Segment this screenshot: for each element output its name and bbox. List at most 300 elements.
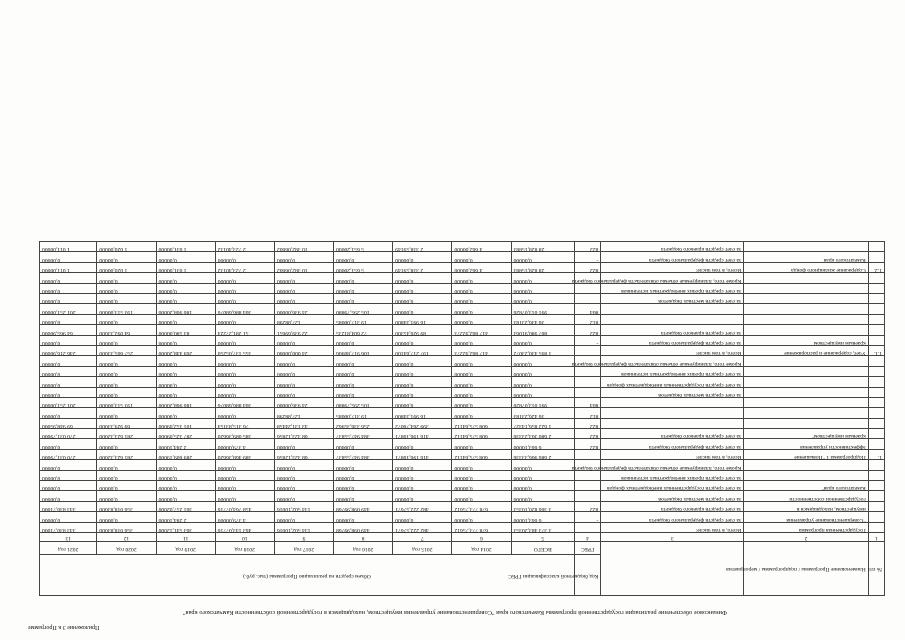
row-value: 4 662,00000 — [452, 262, 511, 272]
table-row — [40, 481, 885, 491]
row-value: 608 575,64112 — [452, 418, 511, 428]
row-source: Кроме того, планируемые объемы обязательств федерального бюджета — [601, 356, 744, 366]
row-value: 4 379,00000 — [215, 512, 274, 522]
row-number — [868, 335, 884, 345]
row-source: за счет средств федерального бюджета — [601, 252, 744, 262]
row-value: 127,88298 — [274, 408, 333, 418]
row-value: 0,00000 — [156, 366, 215, 376]
row-kbk — [574, 283, 601, 293]
subheader-cell: ВСЕГО — [511, 542, 574, 555]
row-number — [868, 429, 884, 439]
row-value: 3 366 820,10353 — [511, 501, 574, 511]
row-value: 0,00000 — [97, 387, 156, 397]
row-value: 0,00000 — [97, 512, 156, 522]
col-volume-header: Объем средств на реализацию Программы (тыс. руб.) — [40, 555, 575, 596]
row-value: 0,00000 — [334, 335, 393, 345]
row-name — [744, 377, 868, 387]
row-source — [601, 314, 744, 324]
row-value: 0,00000 — [156, 481, 215, 491]
row-value: 0,00000 — [393, 377, 452, 387]
row-value: 0,00000 — [156, 356, 215, 366]
table-row — [40, 356, 885, 366]
row-value: 304 886,68076 — [215, 397, 274, 407]
row-value: 0,00000 — [215, 252, 274, 262]
row-name: краевым имуществом" — [744, 429, 868, 439]
row-value: 0,00000 — [511, 470, 574, 480]
row-value: 6 663,10000 — [511, 439, 574, 449]
row-value: 0,00000 — [452, 335, 511, 345]
row-value: 0,00000 — [215, 335, 274, 345]
row-value: 24 936,00000 — [274, 397, 333, 407]
row-value: 193 513,00000 — [97, 304, 156, 314]
row-value: 449 098,99768 — [334, 501, 393, 511]
row-value: 0,00000 — [334, 377, 393, 387]
row-value: 356 018,83000 — [97, 522, 156, 532]
table-row — [40, 397, 885, 407]
row-name: государственной собственности — [744, 491, 868, 501]
row-value: 24 000,00000 — [274, 345, 333, 355]
row-kbk: 804 — [574, 304, 601, 314]
table-row — [40, 491, 885, 501]
row-value: 678 773,75612 — [452, 522, 511, 532]
row-source: за счет средств краевого бюджета — [601, 325, 744, 335]
row-value: 105 295,79880 — [334, 397, 393, 407]
row-value: 68 323,12856 — [274, 449, 333, 459]
subheader-cell: 2021 год — [40, 542, 97, 555]
row-value: 201 251,00000 — [40, 397, 97, 407]
row-source: за счет средств краевого бюджета — [601, 242, 744, 252]
index-cell: 13 — [40, 533, 97, 542]
row-value: 28 828,15883 — [511, 262, 574, 272]
row-value: 0,00000 — [274, 366, 333, 376]
row-source: за счет средств прочих внебюджетных источников — [601, 470, 744, 480]
row-value: 0,00000 — [40, 273, 97, 283]
subheader-cell: 2017 год — [274, 542, 333, 555]
row-value: 2 338,59149 — [393, 242, 452, 252]
row-value: 0,00000 — [511, 273, 574, 283]
row-source: за счет средств государственных внебюджетных фондов — [601, 481, 744, 491]
row-value: 385 089,36620 — [215, 429, 274, 439]
row-kbk — [574, 387, 601, 397]
row-value: 0,00000 — [274, 470, 333, 480]
row-value: 608 575,64112 — [452, 449, 511, 459]
row-number — [868, 491, 884, 501]
row-value: 2 338,59149 — [393, 262, 452, 272]
row-value: 0,00000 — [452, 470, 511, 480]
row-kbk — [574, 366, 601, 376]
row-value: 0,00000 — [452, 377, 511, 387]
row-name — [744, 304, 868, 314]
row-value: 2 680 303,23336 — [511, 429, 574, 439]
row-value: 0,00000 — [334, 491, 393, 501]
row-value: 0,00000 — [334, 252, 393, 262]
row-value: 134 502,10016 — [274, 522, 333, 532]
row-value: 1 011,00000 — [40, 242, 97, 252]
row-value: 134 502,10016 — [274, 501, 333, 511]
row-value: 0,00000 — [97, 460, 156, 470]
row-kbk: 812 — [574, 314, 601, 324]
row-number — [868, 522, 884, 532]
col-name-header: Наименование Программы / подпрограммы / мероприятия — [744, 542, 868, 596]
row-value: 16 991,34800 — [393, 314, 452, 324]
row-source: Всего, в том числе: — [601, 449, 744, 459]
row-name — [744, 387, 868, 397]
row-value: 0,00000 — [156, 335, 215, 345]
row-value: 0,00000 — [274, 491, 333, 501]
row-value: 0,00000 — [97, 491, 156, 501]
row-source: за счет средств краевого бюджета — [601, 501, 744, 511]
row-value: 458 764,07716 — [215, 501, 274, 511]
row-number — [868, 512, 884, 522]
row-value: 0,00000 — [215, 491, 274, 501]
row-value: 0,00000 — [156, 314, 215, 324]
row-value: 0,00000 — [215, 460, 274, 470]
row-value: 0,00000 — [511, 491, 574, 501]
row-value: 0,00000 — [40, 512, 97, 522]
row-value: 83 580,00000 — [156, 325, 215, 335]
row-value: 289 609,19000 — [156, 449, 215, 459]
row-value: 0,00000 — [452, 439, 511, 449]
row-kbk — [574, 294, 601, 304]
row-source: за счет средств федерального бюджета — [601, 335, 744, 345]
subheader-cell: ГРБС — [574, 542, 601, 555]
row-value: 463 143,07716 — [215, 522, 274, 532]
row-value: 0,00000 — [215, 283, 274, 293]
table-row — [40, 314, 885, 324]
row-value: 416 196,10871 — [393, 449, 452, 459]
row-value: 0,00000 — [215, 314, 274, 324]
row-kbk — [574, 470, 601, 480]
row-value: 193 513,00000 — [97, 397, 156, 407]
row-value: 201 251,00000 — [40, 304, 97, 314]
row-source: за счет средств прочих внебюджетных источников — [601, 283, 744, 293]
row-value: 0,00000 — [274, 283, 333, 293]
table-row — [40, 449, 885, 459]
row-value: 0,00000 — [393, 512, 452, 522]
index-row — [40, 533, 885, 542]
row-value: 2 686 966,33336 — [511, 449, 574, 459]
row-value: 24 936,00000 — [274, 304, 333, 314]
row-value: 106 917,80906 — [334, 345, 393, 355]
row-name: Камчатского края — [744, 252, 868, 262]
row-value: 5 651,20000 — [334, 242, 393, 252]
table-row — [40, 242, 885, 252]
row-name — [744, 283, 868, 293]
row-value: 0,00000 — [274, 252, 333, 262]
row-value: 0,00000 — [452, 397, 511, 407]
row-value: 482 222,57671 — [393, 501, 452, 511]
row-number — [868, 304, 884, 314]
row-value: 105 295,79880 — [334, 304, 393, 314]
row-value: 608 575,64112 — [452, 429, 511, 439]
row-value: 0,00000 — [393, 366, 452, 376]
row-value: 1 011,00000 — [40, 262, 97, 272]
row-kbk: - — [574, 335, 601, 345]
row-number — [868, 418, 884, 428]
index-cell: 9 — [274, 533, 333, 542]
row-name: Государственная программа — [744, 522, 868, 532]
row-value: 0,00000 — [215, 294, 274, 304]
row-value: 0,00000 — [215, 366, 274, 376]
row-value: 0,00000 — [40, 470, 97, 480]
row-value: 4 662,00000 — [452, 242, 511, 252]
row-value: 0,00000 — [452, 304, 511, 314]
row-value: 0,00000 — [40, 252, 97, 262]
row-kbk — [574, 491, 601, 501]
table-row — [40, 325, 885, 335]
row-value: 43 131,24458 — [274, 418, 333, 428]
row-kbk: 822 — [574, 501, 601, 511]
row-value: 0,00000 — [393, 481, 452, 491]
row-value: 0,00000 — [274, 273, 333, 283]
row-value: 1 020,00000 — [97, 242, 156, 252]
row-kbk: 804 — [574, 397, 601, 407]
table-row — [40, 345, 885, 355]
index-cell: 3 — [601, 533, 744, 542]
row-value: 64 965,90000 — [40, 325, 97, 335]
row-value: 0,00000 — [97, 283, 156, 293]
row-name: "Совершенствование управления — [744, 512, 868, 522]
row-name — [744, 242, 868, 252]
row-number — [868, 283, 884, 293]
row-value: 281 623,32000 — [97, 429, 156, 439]
row-name: эффективности управления — [744, 439, 868, 449]
row-value: 0,00000 — [40, 335, 97, 345]
row-value: 0,00000 — [156, 387, 215, 397]
row-value: 0,00000 — [393, 491, 452, 501]
row-value: 0,00000 — [40, 366, 97, 376]
table-row — [40, 377, 885, 387]
row-value: 0,00000 — [156, 460, 215, 470]
subheader-cell: 2015 год — [393, 542, 452, 555]
row-number — [868, 252, 884, 262]
row-value: 0,00000 — [393, 397, 452, 407]
row-name — [744, 366, 868, 376]
row-value: 2 723,40132 — [215, 262, 274, 272]
row-number — [868, 481, 884, 491]
row-number — [868, 397, 884, 407]
row-value: 0,00000 — [215, 387, 274, 397]
row-value: 0,00000 — [334, 470, 393, 480]
row-value: 678 773,75612 — [452, 501, 511, 511]
row-value: 28 828,15883 — [511, 242, 574, 252]
row-value: 2 284,10000 — [156, 512, 215, 522]
table-row — [40, 252, 885, 262]
row-value: 0,00000 — [452, 283, 511, 293]
table-row — [40, 522, 885, 532]
row-value: 51 281,27224 — [215, 325, 274, 335]
row-value: 0,00000 — [97, 273, 156, 283]
subheader-cell: 2014 год — [452, 542, 511, 555]
row-value: 0,00000 — [97, 335, 156, 345]
row-value: 0,00000 — [274, 460, 333, 470]
row-value: 0,00000 — [393, 356, 452, 366]
row-value: 0,00000 — [452, 408, 511, 418]
row-value: 0,00000 — [215, 408, 274, 418]
row-value: 0,00000 — [97, 366, 156, 376]
row-value: 0,00000 — [452, 366, 511, 376]
document-title: Финансовое обеспечение реализации государственной программы Камчатского края "Совершенствование управления имуществом, находящимся в государственной собственности Камчатского края" — [182, 609, 728, 616]
row-value: 0,00000 — [274, 387, 333, 397]
row-value: 1 020,00000 — [97, 262, 156, 272]
row-value: 0,00000 — [393, 335, 452, 345]
row-source — [601, 397, 744, 407]
row-value: 0,00000 — [452, 481, 511, 491]
row-value: 0,00000 — [393, 470, 452, 480]
row-number — [868, 242, 884, 252]
row-value: 2 284,10000 — [156, 439, 215, 449]
table-row — [40, 470, 885, 480]
row-value: 281 623,32000 — [97, 449, 156, 459]
row-kbk: 822 — [574, 262, 601, 272]
row-number — [868, 501, 884, 511]
row-value: 0,00000 — [393, 273, 452, 283]
table-row — [40, 512, 885, 522]
table-row — [40, 501, 885, 511]
index-cell: 5 — [511, 533, 574, 542]
row-value: 0,00000 — [274, 481, 333, 491]
row-value: 0,00000 — [97, 377, 156, 387]
row-value: 0,00000 — [511, 252, 574, 262]
row-value: 0,00000 — [334, 387, 393, 397]
table-row — [40, 439, 885, 449]
row-value: 417 862,92273 — [452, 345, 511, 355]
row-value: 257 605,33000 — [97, 345, 156, 355]
row-name: краевым имуществом — [744, 335, 868, 345]
row-value: 0,00000 — [40, 387, 97, 397]
row-value: 0,00000 — [452, 387, 511, 397]
row-value: 0,00000 — [97, 408, 156, 418]
row-kbk: 822 — [574, 325, 601, 335]
row-value: 0,00000 — [274, 439, 333, 449]
row-value: 991 013,07826 — [511, 304, 574, 314]
row-value: 10 382,06602 — [274, 242, 333, 252]
row-value: 76 315,83154 — [215, 418, 274, 428]
row-value: 0,00000 — [156, 283, 215, 293]
row-value: 0,00000 — [274, 356, 333, 366]
row-value: 89 926,45300 — [393, 325, 452, 335]
row-value: 0,00000 — [156, 294, 215, 304]
row-value: 0,00000 — [97, 481, 156, 491]
table-row — [40, 335, 885, 345]
row-value: 0,00000 — [334, 273, 393, 283]
row-value: 0,00000 — [334, 356, 393, 366]
row-value: 101 352,09000 — [156, 418, 215, 428]
row-value: 4 379,00000 — [215, 439, 274, 449]
row-value: 867 980,91063 — [511, 325, 574, 335]
row-source: Всего, в том числе: — [601, 345, 744, 355]
row-name — [744, 325, 868, 335]
row-number — [868, 408, 884, 418]
row-value: 197 217,64100 — [393, 345, 452, 355]
row-value: 269 448,20000 — [156, 345, 215, 355]
row-source: за счет средств местных бюджетов — [601, 294, 744, 304]
row-value: 64 092,33000 — [97, 325, 156, 335]
row-name: Содержание жилищного фонда — [744, 262, 868, 272]
row-number — [868, 325, 884, 335]
row-value: 0,00000 — [97, 294, 156, 304]
row-source: Всего, в том числе: — [601, 522, 744, 532]
row-value: 0,00000 — [40, 283, 97, 293]
row-value: 389 468,36620 — [215, 449, 274, 459]
row-value: 0,00000 — [215, 273, 274, 283]
row-value: 0,00000 — [97, 252, 156, 262]
row-value: 0,00000 — [511, 481, 574, 491]
row-value: 355 137,05250 — [215, 345, 274, 355]
table-row — [40, 366, 885, 376]
row-value: 270 031,79000 — [40, 429, 97, 439]
row-number — [868, 377, 884, 387]
row-kbk: 812 — [574, 408, 601, 418]
header-row — [40, 555, 885, 596]
row-source: за счет средств государственных внебюджетных фондов — [601, 377, 744, 387]
row-value: 1 031,00000 — [156, 242, 215, 252]
row-value: 68 323,12856 — [274, 429, 333, 439]
row-source: за счет средств федерального бюджета — [601, 512, 744, 522]
row-kbk — [574, 377, 601, 387]
row-value: 0,00000 — [274, 294, 333, 304]
subheader-cell: 2019 год — [156, 542, 215, 555]
table-row — [40, 304, 885, 314]
index-cell: 8 — [334, 533, 393, 542]
row-name — [744, 314, 868, 324]
table-row — [40, 273, 885, 283]
row-value: 0,00000 — [452, 314, 511, 324]
row-value: 0,00000 — [334, 294, 393, 304]
row-value: 0,00000 — [156, 491, 215, 501]
row-value: 72 604,81235 — [334, 325, 393, 335]
row-value: 0,00000 — [97, 356, 156, 366]
row-value: 0,00000 — [156, 377, 215, 387]
row-value: 417 862,92273 — [452, 325, 511, 335]
index-cell: 11 — [156, 533, 215, 542]
row-value: 186 968,20000 — [156, 397, 215, 407]
row-name — [744, 418, 868, 428]
row-value: 0,00000 — [393, 460, 452, 470]
row-value: 0,00000 — [393, 283, 452, 293]
row-value: 2 723,40132 — [215, 242, 274, 252]
row-number: 1.1. — [868, 345, 884, 355]
row-number — [868, 387, 884, 397]
row-number — [868, 470, 884, 480]
row-name — [744, 470, 868, 480]
row-value: 0,00000 — [334, 481, 393, 491]
row-value: 384 947,55837 — [334, 449, 393, 459]
row-number: 1. — [868, 449, 884, 459]
row-value: 287 325,09000 — [156, 429, 215, 439]
row-value: 0,00000 — [511, 387, 574, 397]
row-value: 0,00000 — [511, 377, 574, 387]
row-value: 0,00000 — [393, 294, 452, 304]
row-value: 0,00000 — [40, 377, 97, 387]
col-num-header: № п/п — [868, 542, 884, 596]
row-value: 0,00000 — [511, 460, 574, 470]
row-number — [868, 273, 884, 283]
row-value: 0,00000 — [452, 512, 511, 522]
row-value: 1 895 430,23072 — [511, 345, 574, 355]
index-cell: 12 — [97, 533, 156, 542]
finance-table — [39, 241, 885, 596]
row-value: 482 222,57671 — [393, 522, 452, 532]
row-value: 16 991,34800 — [393, 408, 452, 418]
row-value: 0,00000 — [452, 252, 511, 262]
row-value: 0,00000 — [40, 491, 97, 501]
row-value: 0,00000 — [511, 366, 574, 376]
row-value: 399 264,76072 — [393, 418, 452, 428]
row-value: 0,00000 — [393, 387, 452, 397]
row-value: 0,00000 — [215, 377, 274, 387]
row-value: 0,00000 — [334, 439, 393, 449]
